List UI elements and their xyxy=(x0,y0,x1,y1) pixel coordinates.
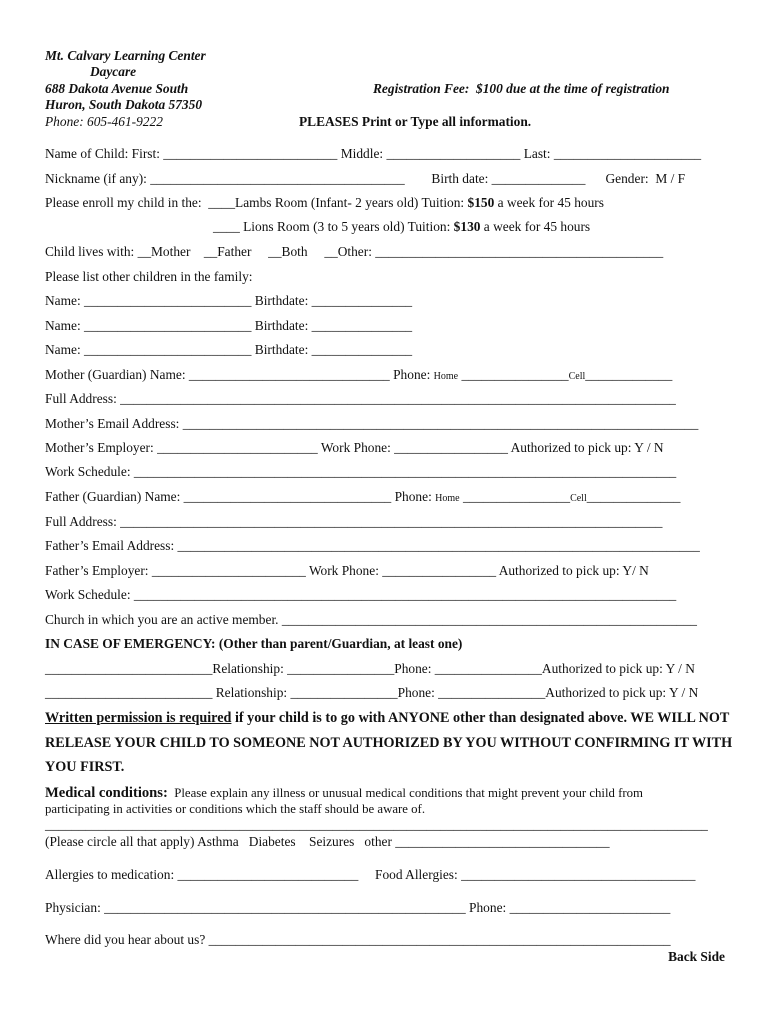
father-name-phone-field[interactable] xyxy=(45,490,680,504)
lambs-tuition-price: $150 xyxy=(467,195,495,210)
father-home-label: Home xyxy=(435,493,460,504)
mother-email-field[interactable]: Mother’s Email Address: _____________________________________________________________________________ xyxy=(45,416,699,431)
org-subtitle: Daycare xyxy=(90,64,137,80)
other-children-label: Please list other children in the family: xyxy=(45,269,253,284)
emergency-contact-2[interactable]: _________________________ Relationship: ________________Phone: ________________Authorized to pick up: Y / N xyxy=(45,685,699,700)
medical-conditions-text-2: participating in activities or conditions which the staff should be aware of. xyxy=(45,802,426,816)
mother-name-phone-field[interactable] xyxy=(45,368,672,382)
lions-tuition-term: a week for 45 hours xyxy=(480,219,591,234)
enroll-lions-label: ____ Lions Room (3 to 5 years old) Tuition: xyxy=(213,219,454,234)
registration-fee: Registration Fee: $100 due at the time of registration xyxy=(373,81,670,96)
permission-notice-line1 xyxy=(45,711,729,725)
referral-source-field[interactable]: Where did you hear about us? _____________________________________________________________________ xyxy=(45,932,671,947)
medical-conditions-title: Medical conditions: xyxy=(45,785,168,801)
father-employer-field[interactable]: Father’s Employer: _______________________ Work Phone: _________________ Authorized to pick up: Y/ N xyxy=(45,563,649,578)
mother-work-schedule-field[interactable]: Work Schedule: _________________________________________________________________________________ xyxy=(45,464,677,479)
permission-notice-line3: YOU FIRST. xyxy=(45,759,125,775)
print-instruction: PLEASES Print or Type all information. xyxy=(299,114,532,129)
medical-conditions-blank[interactable]: ___________________________________________________________________________________________________ xyxy=(45,817,708,832)
enroll-lions-room[interactable] xyxy=(213,220,590,233)
permission-rest: if your child is to go with ANYONE other than designated above. WE WILL NOT xyxy=(231,710,730,726)
medical-conditions-text: Please explain any illness or unusual medical conditions that might prevent your child from xyxy=(167,786,644,800)
sibling-row-3[interactable]: Name: _________________________ Birthdate: _______________ xyxy=(45,342,413,357)
mother-name-label: Mother (Guardian) Name: ______________________________ Phone: xyxy=(45,367,434,382)
conditions-circle-field[interactable]: (Please circle all that apply) Asthma Diabetes Seizures other ________________________________ xyxy=(45,834,610,849)
enroll-lambs-room[interactable] xyxy=(45,196,604,209)
father-cell-label: Cell xyxy=(570,493,587,504)
medical-conditions-heading xyxy=(45,786,643,801)
sibling-row-2[interactable]: Name: _________________________ Birthdate: _______________ xyxy=(45,318,413,333)
mother-cell-label: Cell xyxy=(568,371,586,382)
enroll-lambs-label: Please enroll my child in the: ____Lambs Room (Infant- 2 years old) Tuition: xyxy=(45,195,468,210)
child-name-field[interactable]: Name of Child: First: __________________________ Middle: ____________________ Last: ______________________ xyxy=(45,146,702,161)
org-address-city: Huron, South Dakota 57350 xyxy=(45,97,203,113)
child-lives-with-field[interactable]: Child lives with: __Mother __Father __Both __Other: ___________________________________________ xyxy=(45,244,664,259)
org-phone: Phone: 605-461-9222 xyxy=(45,113,163,129)
mother-home-label: Home xyxy=(433,371,459,382)
mother-home-blank: ________________ xyxy=(458,367,569,382)
back-side-label: Back Side xyxy=(668,949,725,964)
father-email-field[interactable]: Father’s Email Address: ______________________________________________________________________________ xyxy=(45,538,700,553)
father-work-schedule-field[interactable]: Work Schedule: _________________________________________________________________________________ xyxy=(45,587,677,602)
father-cell-blank: ______________ xyxy=(586,489,681,504)
father-name-label: Father (Guardian) Name: _______________________________ Phone: xyxy=(45,489,436,504)
lambs-tuition-term: a week for 45 hours xyxy=(494,195,604,210)
permission-required-underlined: Written permission is required xyxy=(45,710,232,726)
emergency-section-title: IN CASE OF EMERGENCY: (Other than parent/Guardian, at least one) xyxy=(45,636,463,651)
church-field[interactable]: Church in which you are an active member. ______________________________________________________________ xyxy=(45,612,697,627)
permission-notice-line2: RELEASE YOUR CHILD TO SOMEONE NOT AUTHORIZED BY YOU WITHOUT CONFIRMING IT WITH xyxy=(45,735,733,751)
mother-employer-field[interactable]: Mother’s Employer: ________________________ Work Phone: _________________ Authorized to pick up: Y / N xyxy=(45,440,664,455)
father-home-blank: ________________ xyxy=(459,489,571,504)
physician-field[interactable]: Physician: ______________________________________________________ Phone: ________________________ xyxy=(45,900,671,915)
father-address-field[interactable]: Full Address: _________________________________________________________________________________ xyxy=(45,514,663,529)
emergency-contact-1[interactable]: _________________________Relationship: ________________Phone: ________________Authorized to pick up: Y / N xyxy=(45,661,695,676)
sibling-row-1[interactable]: Name: _________________________ Birthdate: _______________ xyxy=(45,293,413,308)
nickname-birthdate-gender-field[interactable]: Nickname (if any): ______________________________________ Birth date: ______________ Gender: M / F xyxy=(45,171,686,186)
org-address-street: 688 Dakota Avenue South xyxy=(45,80,189,96)
allergies-field[interactable]: Allergies to medication: ___________________________ Food Allergies: ___________________________________ xyxy=(45,867,696,882)
lions-tuition-price: $130 xyxy=(453,219,481,234)
org-name: Mt. Calvary Learning Center xyxy=(45,48,206,63)
organization-header xyxy=(45,48,206,130)
mother-cell-blank: _____________ xyxy=(585,367,673,382)
mother-address-field[interactable]: Full Address: ___________________________________________________________________________________ xyxy=(45,391,676,406)
